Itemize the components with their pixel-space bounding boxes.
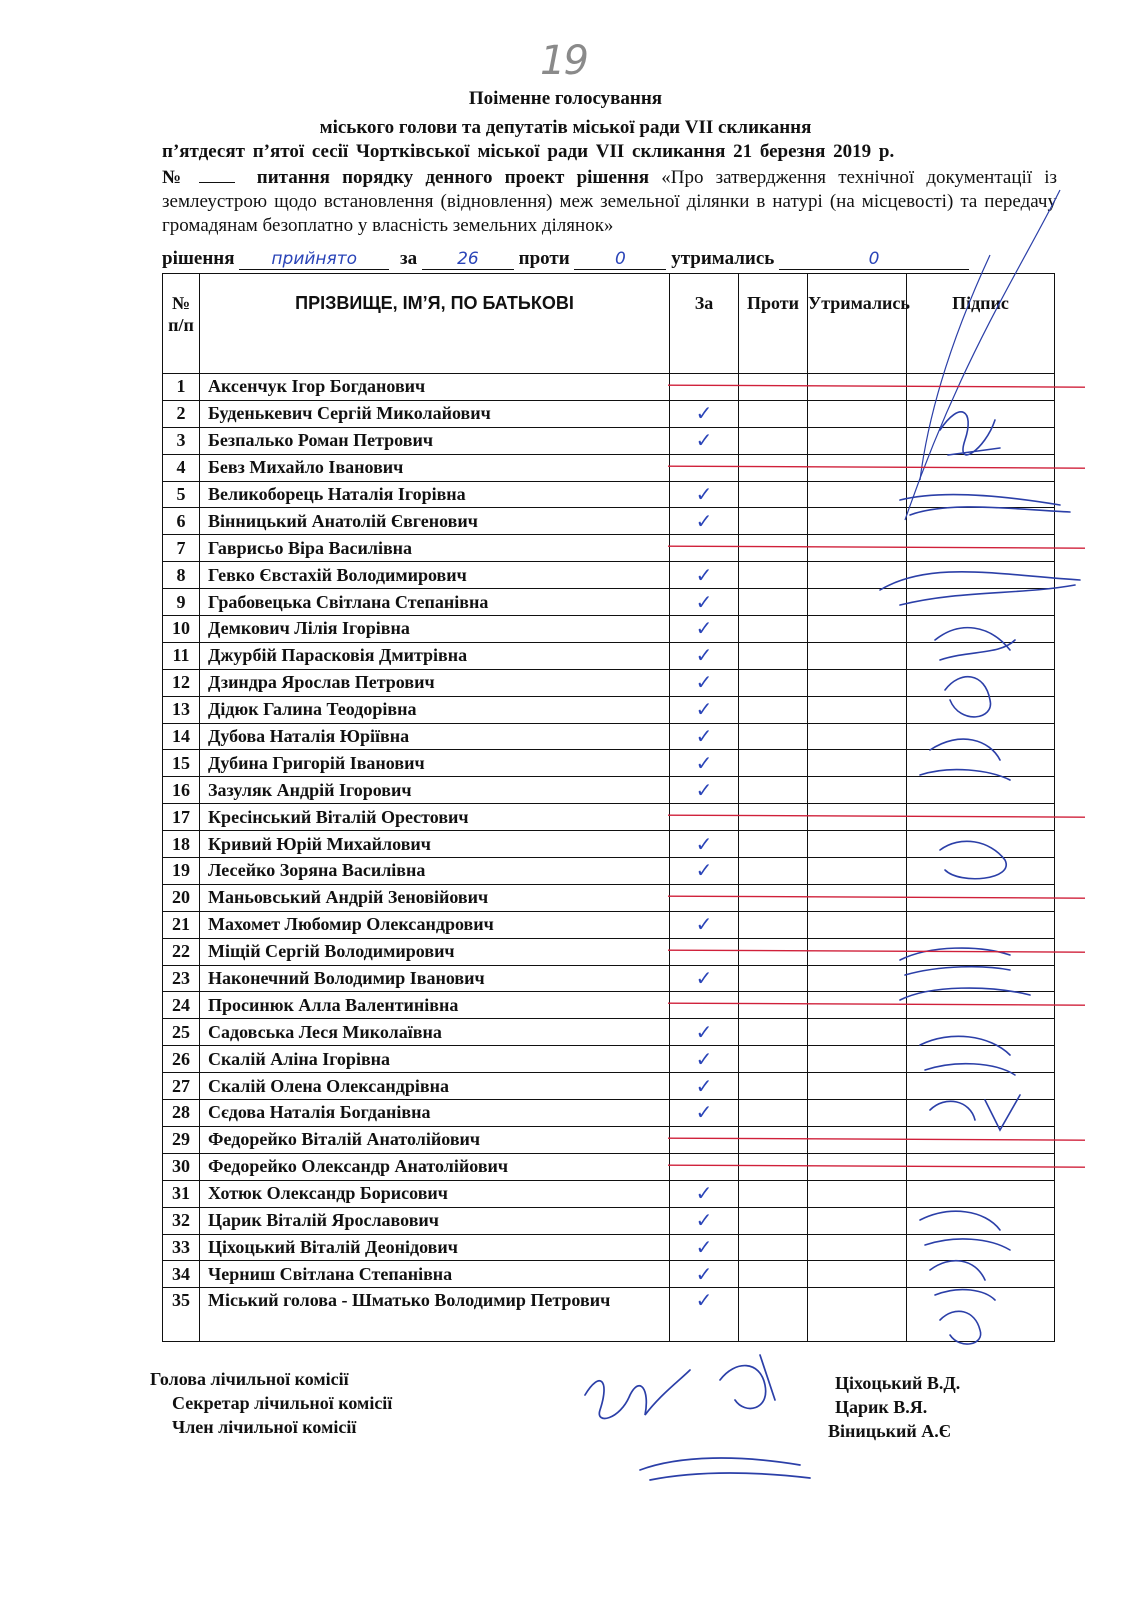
table-row bbox=[163, 481, 1055, 508]
row-signature bbox=[907, 1046, 1055, 1073]
row-for-mark: ✓ bbox=[670, 1288, 739, 1342]
row-number: 35 bbox=[163, 1288, 200, 1342]
row-signature bbox=[907, 508, 1055, 535]
agenda-question bbox=[162, 166, 1057, 238]
commission-member-label: Член лічильної комісії bbox=[172, 1417, 357, 1437]
header-abstain: Утримались bbox=[808, 274, 907, 374]
row-against bbox=[739, 911, 808, 938]
commission-signature-3 bbox=[640, 1458, 810, 1480]
row-signature bbox=[907, 616, 1055, 643]
row-number: 9 bbox=[163, 589, 200, 616]
commission-secretary-label: Секретар лічильної комісії bbox=[172, 1393, 393, 1413]
question-intro: питання порядку денного проект рішення bbox=[256, 167, 650, 188]
table-row bbox=[163, 1288, 1055, 1342]
table-row bbox=[163, 804, 1055, 831]
row-against bbox=[739, 831, 808, 858]
row-abstain bbox=[808, 858, 907, 885]
row-against bbox=[739, 481, 808, 508]
row-number: 15 bbox=[163, 750, 200, 777]
header-against: Проти bbox=[739, 274, 808, 374]
row-against bbox=[739, 1100, 808, 1127]
row-against bbox=[739, 400, 808, 427]
row-against bbox=[739, 1207, 808, 1234]
row-against bbox=[739, 535, 808, 562]
row-signature bbox=[907, 1073, 1055, 1100]
table-row bbox=[163, 1126, 1055, 1153]
row-against bbox=[739, 1261, 808, 1288]
row-name: Дубова Наталія Юріївна bbox=[200, 723, 670, 750]
row-name: Буденькевич Сергій Миколайович bbox=[200, 400, 670, 427]
row-against bbox=[739, 1073, 808, 1100]
header-signature: Підпис bbox=[907, 274, 1055, 374]
row-number: 24 bbox=[163, 992, 200, 1019]
document-subtitle-1: міського голови та депутатів міської ради VII скликання bbox=[319, 117, 812, 138]
table-row bbox=[163, 858, 1055, 885]
row-number: 6 bbox=[163, 508, 200, 535]
question-text: «Про затвердження технічної документації із землеустрою щодо встановлення (відновлення) меж земельної ділянки в натурі (на місцевості) та передачу громадянам безоплатно у власність земельних ділянок» bbox=[162, 167, 1058, 236]
row-name: Дубина Григорій Іванович bbox=[200, 750, 670, 777]
table-row bbox=[163, 454, 1055, 481]
row-number: 12 bbox=[163, 669, 200, 696]
row-abstain bbox=[808, 938, 907, 965]
row-signature bbox=[907, 427, 1055, 454]
row-abstain bbox=[808, 1073, 907, 1100]
decision-label: рішення bbox=[162, 248, 235, 269]
row-number: 30 bbox=[163, 1153, 200, 1180]
table-row bbox=[163, 911, 1055, 938]
row-signature bbox=[907, 911, 1055, 938]
commission-chair-name: Ціхоцький В.Д. bbox=[835, 1373, 961, 1393]
row-name: Безпалько Роман Петрович bbox=[200, 427, 670, 454]
row-against bbox=[739, 589, 808, 616]
row-signature bbox=[907, 1234, 1055, 1261]
row-signature bbox=[907, 1100, 1055, 1127]
page-number-stamp: 19 bbox=[540, 38, 587, 84]
row-abstain bbox=[808, 777, 907, 804]
table-row bbox=[163, 374, 1055, 401]
row-signature bbox=[907, 535, 1055, 562]
row-abstain bbox=[808, 965, 907, 992]
row-abstain bbox=[808, 804, 907, 831]
table-row bbox=[163, 589, 1055, 616]
commission-signature-1 bbox=[585, 1370, 690, 1418]
row-name: Гаврисьо Віра Василівна bbox=[200, 535, 670, 562]
row-against bbox=[739, 696, 808, 723]
table-row bbox=[163, 1234, 1055, 1261]
header-name: ПРІЗВИЩЕ, ІМ’Я, ПО БАТЬКОВІ bbox=[200, 274, 670, 374]
table-row bbox=[163, 1180, 1055, 1207]
row-abstain bbox=[808, 1234, 907, 1261]
abstain-label: утримались bbox=[671, 248, 775, 269]
row-name: Гевко Євстахій Володимирович bbox=[200, 562, 670, 589]
row-name: Маньовський Андрій Зеновійович bbox=[200, 884, 670, 911]
row-for-mark: ✓ bbox=[670, 1019, 739, 1046]
table-row bbox=[163, 1100, 1055, 1127]
row-against bbox=[739, 804, 808, 831]
row-signature bbox=[907, 1126, 1055, 1153]
row-for-mark: ✓ bbox=[670, 750, 739, 777]
row-number: 33 bbox=[163, 1234, 200, 1261]
row-for-mark: ✓ bbox=[670, 427, 739, 454]
row-signature bbox=[907, 723, 1055, 750]
row-against bbox=[739, 1019, 808, 1046]
row-against bbox=[739, 374, 808, 401]
row-number: 11 bbox=[163, 642, 200, 669]
table-row bbox=[163, 1261, 1055, 1288]
row-for-mark bbox=[670, 992, 739, 1019]
row-against bbox=[739, 1126, 808, 1153]
table-row bbox=[163, 427, 1055, 454]
row-for-mark: ✓ bbox=[670, 1261, 739, 1288]
row-number: 29 bbox=[163, 1126, 200, 1153]
header-num: № п/п bbox=[163, 274, 200, 374]
decision-line bbox=[162, 248, 969, 270]
table-row bbox=[163, 562, 1055, 589]
table-row bbox=[163, 1046, 1055, 1073]
row-abstain bbox=[808, 992, 907, 1019]
row-name: Царик Віталій Ярославович bbox=[200, 1207, 670, 1234]
against-label: проти bbox=[518, 248, 570, 269]
row-signature bbox=[907, 642, 1055, 669]
table-row bbox=[163, 938, 1055, 965]
document-title: Поіменне голосування bbox=[468, 88, 663, 109]
row-signature bbox=[907, 884, 1055, 911]
row-name: Міський голова - Шматько Володимир Петрович bbox=[200, 1288, 670, 1342]
row-number: 3 bbox=[163, 427, 200, 454]
row-name: Грабовецька Світлана Степанівна bbox=[200, 589, 670, 616]
row-abstain bbox=[808, 400, 907, 427]
row-name: Вінницький Анатолій Євгенович bbox=[200, 508, 670, 535]
row-name: Джурбій Парасковія Дмитрівна bbox=[200, 642, 670, 669]
row-abstain bbox=[808, 1153, 907, 1180]
row-abstain bbox=[808, 884, 907, 911]
row-against bbox=[739, 669, 808, 696]
row-against bbox=[739, 884, 808, 911]
row-for-mark: ✓ bbox=[670, 1234, 739, 1261]
row-name: Дзиндра Ярослав Петрович bbox=[200, 669, 670, 696]
row-against bbox=[739, 616, 808, 643]
row-signature bbox=[907, 696, 1055, 723]
row-name: Демкович Лілія Ігорівна bbox=[200, 616, 670, 643]
table-row bbox=[163, 669, 1055, 696]
row-against bbox=[739, 750, 808, 777]
row-number: 20 bbox=[163, 884, 200, 911]
row-abstain bbox=[808, 1207, 907, 1234]
row-name: Кресінський Віталій Орестович bbox=[200, 804, 670, 831]
row-against bbox=[739, 965, 808, 992]
row-for-mark bbox=[670, 804, 739, 831]
row-against bbox=[739, 992, 808, 1019]
question-number-blank bbox=[199, 168, 235, 183]
row-against bbox=[739, 562, 808, 589]
row-abstain bbox=[808, 750, 907, 777]
row-name: Федорейко Олександр Анатолійович bbox=[200, 1153, 670, 1180]
row-against bbox=[739, 427, 808, 454]
row-number: 19 bbox=[163, 858, 200, 885]
row-number: 23 bbox=[163, 965, 200, 992]
document-subtitle-2: п’ятдесят п’ятої сесії Чортківської міської ради VII скликання 21 березня 2019 р. bbox=[162, 141, 895, 162]
row-signature bbox=[907, 1207, 1055, 1234]
row-abstain bbox=[808, 642, 907, 669]
row-number: 5 bbox=[163, 481, 200, 508]
row-abstain bbox=[808, 1019, 907, 1046]
row-signature bbox=[907, 669, 1055, 696]
row-for-mark bbox=[670, 374, 739, 401]
row-for-mark bbox=[670, 884, 739, 911]
table-row bbox=[163, 535, 1055, 562]
row-number: 25 bbox=[163, 1019, 200, 1046]
row-name: Скалій Аліна Ігорівна bbox=[200, 1046, 670, 1073]
row-for-mark bbox=[670, 454, 739, 481]
row-name: Федорейко Віталій Анатолійович bbox=[200, 1126, 670, 1153]
row-against bbox=[739, 1153, 808, 1180]
row-against bbox=[739, 1234, 808, 1261]
row-against bbox=[739, 642, 808, 669]
row-for-mark: ✓ bbox=[670, 858, 739, 885]
row-against bbox=[739, 1288, 808, 1342]
commission-signatures bbox=[585, 1355, 810, 1480]
vote-table-body bbox=[163, 374, 1055, 1342]
row-signature bbox=[907, 777, 1055, 804]
row-name: Махомет Любомир Олександрович bbox=[200, 911, 670, 938]
row-for-mark bbox=[670, 535, 739, 562]
row-name: Лесейко Зоряна Василівна bbox=[200, 858, 670, 885]
row-name: Бевз Михайло Іванович bbox=[200, 454, 670, 481]
row-abstain bbox=[808, 535, 907, 562]
table-row bbox=[163, 884, 1055, 911]
table-row bbox=[163, 642, 1055, 669]
row-for-mark: ✓ bbox=[670, 589, 739, 616]
table-row bbox=[163, 1019, 1055, 1046]
row-number: 4 bbox=[163, 454, 200, 481]
row-signature bbox=[907, 938, 1055, 965]
row-signature bbox=[907, 1153, 1055, 1180]
row-abstain bbox=[808, 562, 907, 589]
row-against bbox=[739, 508, 808, 535]
table-row bbox=[163, 1073, 1055, 1100]
commission-member-name: Віницький А.Є bbox=[828, 1421, 951, 1441]
row-number: 21 bbox=[163, 911, 200, 938]
row-signature bbox=[907, 965, 1055, 992]
row-signature bbox=[907, 750, 1055, 777]
row-signature bbox=[907, 400, 1055, 427]
row-name: Великоборець Наталія Ігорівна bbox=[200, 481, 670, 508]
row-name: Скалій Олена Олександрівна bbox=[200, 1073, 670, 1100]
row-for-mark: ✓ bbox=[670, 831, 739, 858]
row-signature bbox=[907, 804, 1055, 831]
table-row bbox=[163, 723, 1055, 750]
row-against bbox=[739, 1180, 808, 1207]
row-name: Садовська Леся Миколаївна bbox=[200, 1019, 670, 1046]
row-signature bbox=[907, 831, 1055, 858]
table-row bbox=[163, 1207, 1055, 1234]
row-signature bbox=[907, 858, 1055, 885]
table-row bbox=[163, 616, 1055, 643]
for-value: 26 bbox=[422, 249, 514, 270]
row-for-mark bbox=[670, 1153, 739, 1180]
table-row bbox=[163, 777, 1055, 804]
row-name: Дідюк Галина Теодорівна bbox=[200, 696, 670, 723]
row-signature bbox=[907, 589, 1055, 616]
row-for-mark: ✓ bbox=[670, 400, 739, 427]
table-row bbox=[163, 1153, 1055, 1180]
row-abstain bbox=[808, 589, 907, 616]
header-for: За bbox=[670, 274, 739, 374]
row-abstain bbox=[808, 1261, 907, 1288]
row-for-mark: ✓ bbox=[670, 723, 739, 750]
row-signature bbox=[907, 992, 1055, 1019]
row-for-mark: ✓ bbox=[670, 1046, 739, 1073]
row-signature bbox=[907, 1288, 1055, 1342]
row-against bbox=[739, 938, 808, 965]
row-number: 14 bbox=[163, 723, 200, 750]
row-number: 34 bbox=[163, 1261, 200, 1288]
row-number: 22 bbox=[163, 938, 200, 965]
row-for-mark: ✓ bbox=[670, 1100, 739, 1127]
table-row bbox=[163, 508, 1055, 535]
row-number: 13 bbox=[163, 696, 200, 723]
row-signature bbox=[907, 1261, 1055, 1288]
row-for-mark: ✓ bbox=[670, 911, 739, 938]
row-for-mark: ✓ bbox=[670, 1207, 739, 1234]
row-for-mark bbox=[670, 938, 739, 965]
row-for-mark: ✓ bbox=[670, 777, 739, 804]
row-number: 26 bbox=[163, 1046, 200, 1073]
row-signature bbox=[907, 454, 1055, 481]
row-for-mark: ✓ bbox=[670, 508, 739, 535]
row-abstain bbox=[808, 616, 907, 643]
table-row bbox=[163, 696, 1055, 723]
row-abstain bbox=[808, 911, 907, 938]
row-name: Просинюк Алла Валентинівна bbox=[200, 992, 670, 1019]
row-name: Наконечний Володимир Іванович bbox=[200, 965, 670, 992]
row-abstain bbox=[808, 374, 907, 401]
row-abstain bbox=[808, 723, 907, 750]
row-name: Кривий Юрій Михайлович bbox=[200, 831, 670, 858]
row-for-mark: ✓ bbox=[670, 696, 739, 723]
row-for-mark: ✓ bbox=[670, 1180, 739, 1207]
commission-signature-2 bbox=[720, 1355, 775, 1408]
against-value: 0 bbox=[574, 249, 666, 270]
row-number: 7 bbox=[163, 535, 200, 562]
row-for-mark: ✓ bbox=[670, 669, 739, 696]
row-number: 18 bbox=[163, 831, 200, 858]
commission-chair-label: Голова лічильної комісії bbox=[150, 1369, 349, 1389]
row-signature bbox=[907, 562, 1055, 589]
table-row bbox=[163, 965, 1055, 992]
row-number: 17 bbox=[163, 804, 200, 831]
row-for-mark: ✓ bbox=[670, 562, 739, 589]
row-abstain bbox=[808, 1100, 907, 1127]
row-abstain bbox=[808, 508, 907, 535]
row-against bbox=[739, 723, 808, 750]
table-row bbox=[163, 750, 1055, 777]
row-name: Зазуляк Андрій Ігорович bbox=[200, 777, 670, 804]
question-number-label: № bbox=[162, 167, 189, 188]
row-number: 28 bbox=[163, 1100, 200, 1127]
row-against bbox=[739, 858, 808, 885]
row-abstain bbox=[808, 1180, 907, 1207]
row-signature bbox=[907, 1019, 1055, 1046]
row-abstain bbox=[808, 831, 907, 858]
row-for-mark: ✓ bbox=[670, 481, 739, 508]
row-name: Міщій Сергій Володимирович bbox=[200, 938, 670, 965]
row-abstain bbox=[808, 1046, 907, 1073]
row-against bbox=[739, 1046, 808, 1073]
row-for-mark: ✓ bbox=[670, 616, 739, 643]
table-row bbox=[163, 831, 1055, 858]
row-number: 10 bbox=[163, 616, 200, 643]
abstain-value: 0 bbox=[779, 249, 969, 270]
row-for-mark: ✓ bbox=[670, 965, 739, 992]
row-name: Сєдова Наталія Богданівна bbox=[200, 1100, 670, 1127]
row-name: Ціхоцький Віталій Деонідович bbox=[200, 1234, 670, 1261]
table-row bbox=[163, 992, 1055, 1019]
row-abstain bbox=[808, 481, 907, 508]
row-abstain bbox=[808, 454, 907, 481]
row-number: 16 bbox=[163, 777, 200, 804]
row-name: Аксенчук Ігор Богданович bbox=[200, 374, 670, 401]
table-header-row bbox=[163, 274, 1055, 374]
row-against bbox=[739, 777, 808, 804]
row-for-mark bbox=[670, 1126, 739, 1153]
row-abstain bbox=[808, 696, 907, 723]
for-label: за bbox=[400, 248, 418, 269]
row-signature bbox=[907, 374, 1055, 401]
row-name: Хотюк Олександр Борисович bbox=[200, 1180, 670, 1207]
row-for-mark: ✓ bbox=[670, 642, 739, 669]
table-row bbox=[163, 400, 1055, 427]
row-for-mark: ✓ bbox=[670, 1073, 739, 1100]
decision-value: прийнято bbox=[239, 249, 389, 270]
row-name: Черниш Світлана Степанівна bbox=[200, 1261, 670, 1288]
row-number: 1 bbox=[163, 374, 200, 401]
vote-table bbox=[162, 273, 1055, 1342]
row-abstain bbox=[808, 427, 907, 454]
row-abstain bbox=[808, 669, 907, 696]
row-number: 27 bbox=[163, 1073, 200, 1100]
row-signature bbox=[907, 481, 1055, 508]
row-abstain bbox=[808, 1288, 907, 1342]
row-abstain bbox=[808, 1126, 907, 1153]
row-number: 8 bbox=[163, 562, 200, 589]
row-signature bbox=[907, 1180, 1055, 1207]
row-number: 32 bbox=[163, 1207, 200, 1234]
row-number: 31 bbox=[163, 1180, 200, 1207]
row-against bbox=[739, 454, 808, 481]
row-number: 2 bbox=[163, 400, 200, 427]
commission-secretary-name: Царик В.Я. bbox=[835, 1397, 928, 1417]
